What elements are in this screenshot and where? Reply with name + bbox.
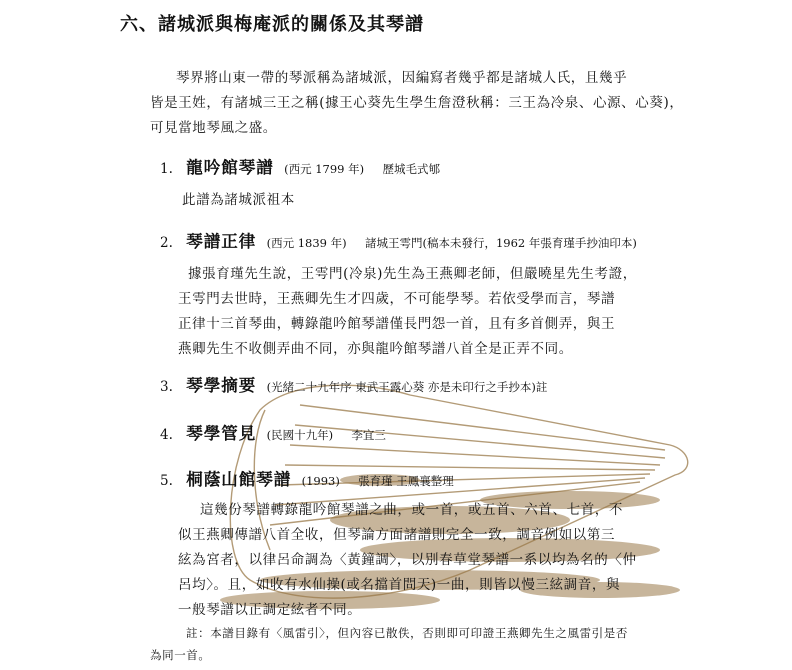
item-body: [182, 188, 295, 213]
item-number: 3.: [160, 379, 173, 395]
footnote-line: 為同一首。: [150, 648, 211, 662]
item-title: 琴譜正律: [186, 232, 257, 251]
item-title: 桐蔭山館琴譜: [186, 470, 292, 489]
body-line: 正律十三首琴曲，轉錄龍吟館琴譜僅長門怨一首，且有多首側弄，與王: [178, 316, 616, 332]
body-line: 絃為宮者，以律呂命調為〈黃鐘調〉，以別春草堂琴譜一系以均為名的〈仲: [178, 552, 637, 568]
list-item: [160, 372, 547, 396]
item-note: 諸城王雩門(稿本未發行，1962 年張育瑾手抄油印本): [364, 236, 637, 250]
section-heading: 六、諸城派與梅庵派的關係及其琴譜: [120, 14, 424, 35]
body-line: 燕卿先生不收側弄曲不同，亦與龍吟館琴譜八首全是正弄不同。: [178, 341, 573, 357]
body-line: 王雩門去世時，王燕卿先生才四歲，不可能學琴。若依受學而言，琴譜: [178, 291, 616, 307]
list-item: [160, 154, 440, 178]
item-year: (西元 1839 年): [266, 236, 347, 250]
item-note: 張育瑾 王鳳襄整理: [358, 474, 454, 488]
intro-line: 皆是王姓，有諸城三王之稱(據王心葵先生學生詹澄秋稱：三王為冷泉、心源、心葵)，: [150, 95, 684, 111]
footnote: [150, 622, 710, 666]
intro-paragraph: [150, 66, 690, 141]
item-title: 龍吟館琴譜: [186, 158, 274, 177]
footnote-line: 註：本譜目錄有〈風雷引〉，但內容已散佚，否則即可印證王燕卿先生之風雷引是否: [186, 626, 628, 640]
intro-line: 可見當地琴風之盛。: [150, 120, 277, 136]
body-line: 據張育瑾先生說，王雩門(冷泉)先生為王燕卿老師，但嚴曉星先生考證，: [188, 266, 637, 282]
item-year: (光緒二十九年序 東武王露心葵 亦是未印行之手抄本)註: [266, 380, 548, 394]
item-number: 2.: [160, 235, 173, 251]
body-line: 呂均〉。且，如收有水仙操(或名擋首問天)一曲，則皆以慢三絃調音，與: [178, 577, 621, 593]
intro-line: 琴界將山東一帶的琴派稱為諸城派，因編寫者幾乎都是諸城人氏，且幾乎: [176, 70, 628, 86]
list-item: [160, 228, 637, 252]
item-body: [178, 498, 688, 623]
item-note: 歷城毛式郇: [382, 162, 440, 176]
item-title: 琴學摘要: [186, 376, 257, 395]
list-item: [160, 466, 454, 490]
item-year: (1993): [301, 474, 340, 488]
item-note: 李宜三: [351, 428, 386, 442]
item-number: 5.: [160, 473, 173, 489]
item-number: 4.: [160, 427, 173, 443]
body-line: 這幾份琴譜轉錄龍吟館琴譜之曲，或一首，或五首、六首、七首，不: [200, 502, 623, 518]
item-title: 琴學管見: [186, 424, 257, 443]
body-line: 一般琴譜以正調定絃者不同。: [178, 602, 362, 618]
item-year: (民國十九年): [266, 428, 334, 442]
item-body: [178, 262, 688, 362]
list-item: [160, 420, 386, 444]
body-line: 此譜為諸城派祖本: [182, 192, 295, 208]
item-year: (西元 1799 年): [284, 162, 365, 176]
item-number: 1.: [160, 161, 173, 177]
body-line: 似王燕卿傳譜八首全收，但琴論方面諸譜則完全一致，調音例如以第三: [178, 527, 616, 543]
